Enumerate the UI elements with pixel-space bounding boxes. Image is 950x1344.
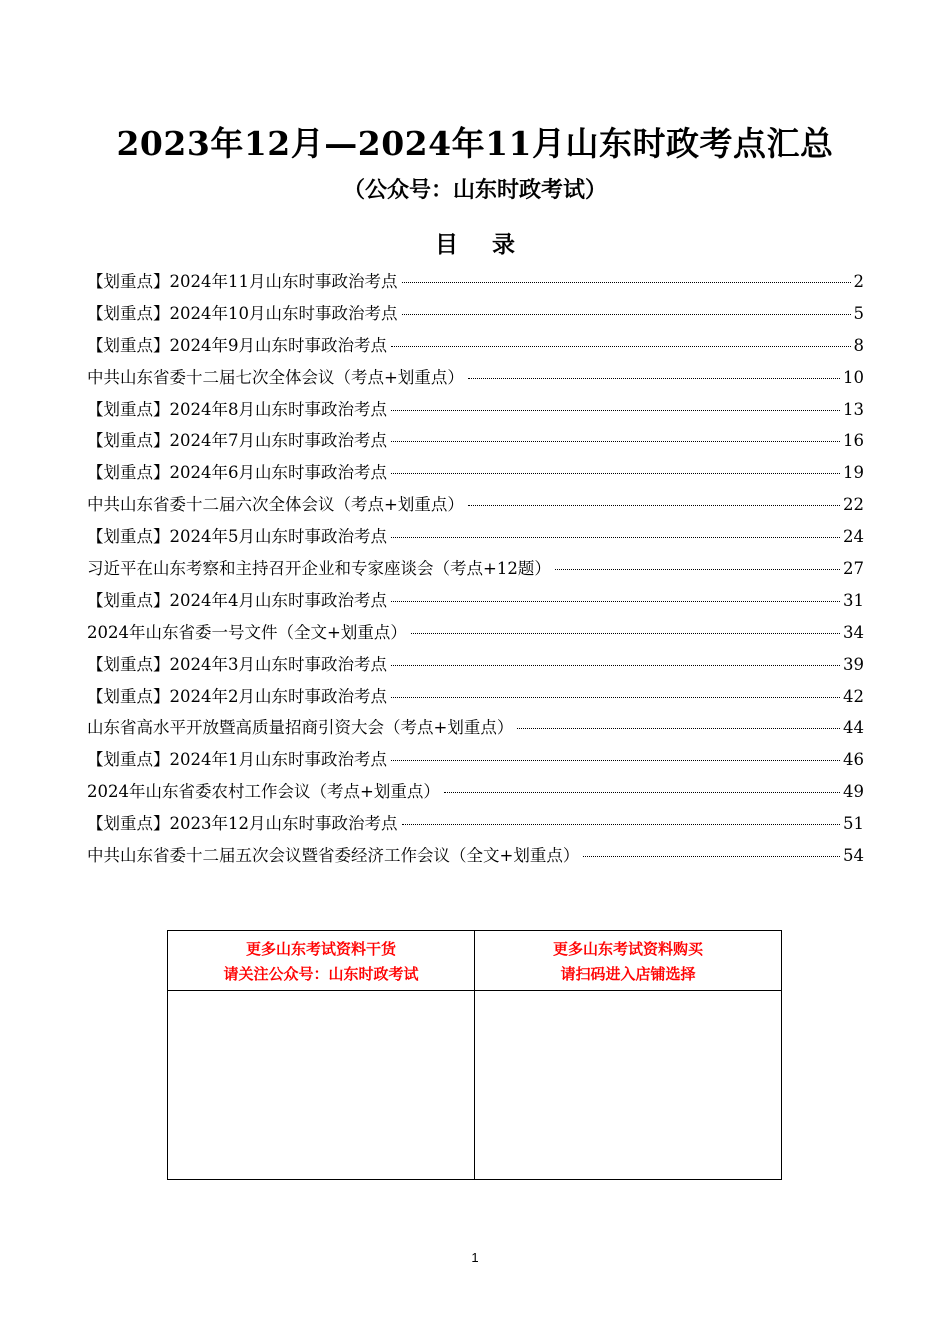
toc-entry-title: 【划重点】2024年5月山东时事政治考点 bbox=[87, 527, 387, 547]
toc-entry-page: 31 bbox=[843, 590, 864, 610]
toc-entry-page: 44 bbox=[843, 718, 864, 738]
toc-leader-dots bbox=[468, 378, 840, 379]
toc-entry[interactable] bbox=[87, 268, 864, 300]
toc-entry[interactable] bbox=[87, 396, 864, 428]
toc-entry[interactable] bbox=[87, 300, 864, 332]
toc-entry[interactable] bbox=[87, 459, 864, 491]
toc-leader-dots bbox=[583, 856, 840, 857]
toc-leader-dots bbox=[402, 282, 851, 283]
toc-entry-title: 【划重点】2024年7月山东时事政治考点 bbox=[87, 431, 387, 451]
toc-leader-dots bbox=[391, 537, 840, 538]
toc-entry-page: 16 bbox=[843, 431, 864, 451]
toc-entry[interactable] bbox=[87, 778, 864, 810]
toc-entry[interactable] bbox=[87, 555, 864, 587]
toc-leader-dots bbox=[444, 792, 840, 793]
toc-leader-dots bbox=[391, 441, 840, 442]
toc-entry-page: 5 bbox=[853, 303, 864, 323]
toc-entry-page: 2 bbox=[853, 272, 864, 291]
toc-entry-title: 中共山东省委十二届六次全体会议（考点+划重点） bbox=[87, 495, 464, 515]
promo-line: 更多山东考试资料干货 bbox=[245, 940, 396, 958]
toc-entry-title: 【划重点】2024年1月山东时事政治考点 bbox=[87, 750, 387, 770]
toc-entry-page: 22 bbox=[843, 495, 864, 515]
toc-entry-title: 【划重点】2024年8月山东时事政治考点 bbox=[87, 399, 387, 419]
promo-line: 请扫码进入店铺选择 bbox=[560, 965, 696, 983]
toc-entry[interactable] bbox=[87, 714, 864, 746]
toc-entry-title: 2024年山东省委一号文件（全文+划重点） bbox=[87, 622, 407, 642]
toc-entry-page: 42 bbox=[843, 686, 864, 706]
toc-entry-page: 46 bbox=[843, 750, 864, 770]
toc-entry-title: 中共山东省委十二届五次会议暨省委经济工作会议（全文+划重点） bbox=[87, 846, 580, 866]
toc-entry-title: 【划重点】2024年9月山东时事政治考点 bbox=[87, 335, 387, 355]
toc-leader-dots bbox=[391, 410, 840, 411]
toc-entry-page: 24 bbox=[843, 527, 864, 547]
toc-entry-title: 【划重点】2024年3月山东时事政治考点 bbox=[87, 654, 387, 674]
toc-entry[interactable] bbox=[87, 364, 864, 396]
toc-entry-page: 39 bbox=[843, 654, 864, 674]
toc-entry[interactable] bbox=[87, 810, 864, 842]
toc-entry[interactable] bbox=[87, 491, 864, 523]
toc-entry-page: 49 bbox=[843, 782, 864, 802]
qr-cell-official-account bbox=[168, 931, 475, 1179]
qr-code-table bbox=[167, 930, 782, 1180]
toc-entry-page: 27 bbox=[843, 559, 864, 579]
document-title: 2023年12月—2024年11月山东时政考点汇总 bbox=[116, 124, 834, 163]
toc-leader-dots bbox=[391, 601, 840, 602]
toc-leader-dots bbox=[517, 728, 840, 729]
toc-entry-title: 【划重点】2024年2月山东时事政治考点 bbox=[87, 686, 387, 706]
toc-entry-title: 2024年山东省委农村工作会议（考点+划重点） bbox=[87, 782, 440, 802]
toc-entry-title: 【划重点】2024年6月山东时事政治考点 bbox=[87, 463, 387, 483]
toc-leader-dots bbox=[468, 505, 840, 506]
promo-line: 请关注公众号：山东时政考试 bbox=[223, 965, 419, 983]
toc-entry[interactable] bbox=[87, 332, 864, 364]
toc-entry[interactable] bbox=[87, 651, 864, 683]
promo-line: 更多山东考试资料购买 bbox=[552, 940, 703, 958]
qr-cell-header bbox=[475, 931, 781, 991]
toc-entry[interactable] bbox=[87, 683, 864, 715]
page-number: 1 bbox=[471, 1250, 479, 1265]
toc-entry-title: 【划重点】2024年10月山东时事政治考点 bbox=[87, 303, 398, 323]
toc-entry-title: 【划重点】2024年4月山东时事政治考点 bbox=[87, 590, 387, 610]
toc-entry[interactable] bbox=[87, 587, 864, 619]
toc-leader-dots bbox=[402, 314, 851, 315]
toc-leader-dots bbox=[391, 346, 851, 347]
toc-entry-page: 13 bbox=[843, 399, 864, 419]
toc-leader-dots bbox=[391, 473, 840, 474]
toc-entry-page: 34 bbox=[843, 622, 864, 642]
qr-cell-header bbox=[168, 931, 474, 991]
toc-entry[interactable] bbox=[87, 842, 864, 874]
toc-heading: 目录 bbox=[435, 231, 549, 258]
toc-entry-page: 54 bbox=[843, 846, 864, 866]
toc-leader-dots bbox=[402, 824, 841, 825]
toc-leader-dots bbox=[391, 697, 840, 698]
toc-entry[interactable] bbox=[87, 523, 864, 555]
toc-entry-title: 习近平在山东考察和主持召开企业和专家座谈会（考点+12题） bbox=[87, 559, 551, 579]
toc-leader-dots bbox=[391, 665, 840, 666]
toc-entry-title: 山东省高水平开放暨高质量招商引资大会（考点+划重点） bbox=[87, 718, 514, 738]
toc-entry-page: 19 bbox=[843, 463, 864, 483]
qr-cell-shop bbox=[475, 931, 781, 1179]
table-of-contents bbox=[87, 268, 864, 874]
toc-entry[interactable] bbox=[87, 746, 864, 778]
toc-entry-title: 【划重点】2023年12月山东时事政治考点 bbox=[87, 814, 398, 834]
toc-entry-title: 【划重点】2024年11月山东时事政治考点 bbox=[87, 272, 398, 291]
document-subtitle: （公众号：山东时政考试） bbox=[342, 177, 607, 203]
toc-entry-page: 10 bbox=[843, 367, 864, 387]
toc-leader-dots bbox=[391, 760, 840, 761]
toc-entry-page: 51 bbox=[843, 814, 864, 834]
toc-leader-dots bbox=[555, 569, 840, 570]
toc-leader-dots bbox=[411, 633, 840, 634]
toc-entry[interactable] bbox=[87, 427, 864, 459]
toc-entry-title: 中共山东省委十二届七次全体会议（考点+划重点） bbox=[87, 367, 464, 387]
toc-entry-page: 8 bbox=[853, 335, 864, 355]
toc-entry[interactable] bbox=[87, 619, 864, 651]
